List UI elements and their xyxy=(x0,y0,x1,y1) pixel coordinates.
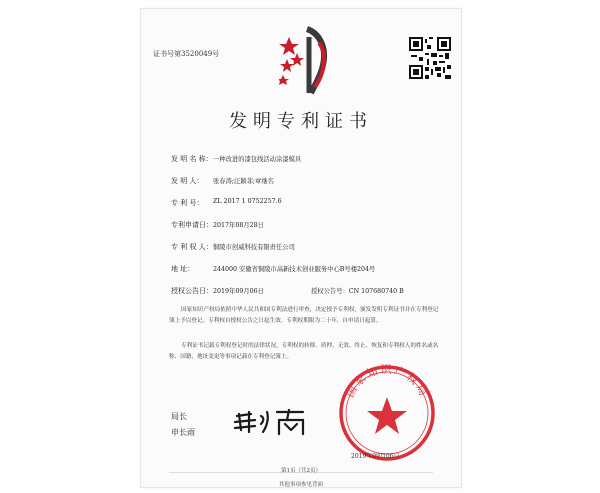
field-value-filing-date: 2017年08月28日 xyxy=(213,222,264,229)
field-label-inventor: 发 明 人： xyxy=(171,177,204,185)
certificate-title: 发明专利证书 xyxy=(229,111,373,132)
field-value-patent-number: ZL 2017 1 0752257.6 xyxy=(213,198,282,205)
signatory-title: 局长 xyxy=(171,412,187,421)
field-label-patent-number: 专 利 号： xyxy=(171,199,204,207)
patent-office-logo-icon xyxy=(279,23,339,101)
certificate-paragraph-2: 专利证书记载专利权登记时的法律状况。专利权的转移、质押、无效、终止、恢复和专利权人的姓名或名称、国籍、地址变更等事项记载在专利登记簿上。 xyxy=(169,343,439,360)
field-value-grant-date: 2019年09月06日 xyxy=(213,288,264,295)
field-label-invention-name: 发 明 名 称： xyxy=(171,155,213,163)
field-value-invention-name: 一种改进的漆包线活动涂漆模具 xyxy=(213,156,302,163)
signatory-name: 申长雨 xyxy=(171,428,195,437)
official-seal xyxy=(337,363,437,463)
field-label-address: 地 址： xyxy=(171,265,195,273)
certificate-number: 证书号第3520049号 xyxy=(153,50,220,58)
seal-date: 2019年09月06日 xyxy=(351,453,400,460)
patent-certificate xyxy=(140,8,462,488)
field-label-filing-date: 专利申请日： xyxy=(171,221,213,229)
certificate-paragraph-1: 国家知识产权局依照中华人民共和国专利法进行审查，决定授予专利权，颁发发明专利证书并在专利登记簿上予以登记。专利权自授权公告之日起生效。专利权期限为二十年，自申请日起算。 xyxy=(169,307,439,324)
field-label-grant-date: 授权公告日： xyxy=(171,287,213,295)
handwritten-signature-icon xyxy=(231,404,311,438)
field-value-inventor: 张春涛;汪颖菲;章继名 xyxy=(213,178,274,185)
qr-code-icon xyxy=(409,37,451,79)
field-value-grant-number: 授权公告号：CN 107680740 B xyxy=(311,288,404,295)
seal-text: 国家知识产权局 xyxy=(343,363,431,400)
footer-note: 其他事项参见背面 xyxy=(278,482,323,488)
field-label-patentee: 专 利 权 人： xyxy=(171,243,213,251)
field-value-patentee: 铜陵市创威科技有限责任公司 xyxy=(213,244,295,251)
page-number: 第1页（共2页） xyxy=(281,468,321,474)
field-value-address: 244000 安徽省铜陵市高新技术创业服务中心B号楼204号 xyxy=(213,266,376,273)
